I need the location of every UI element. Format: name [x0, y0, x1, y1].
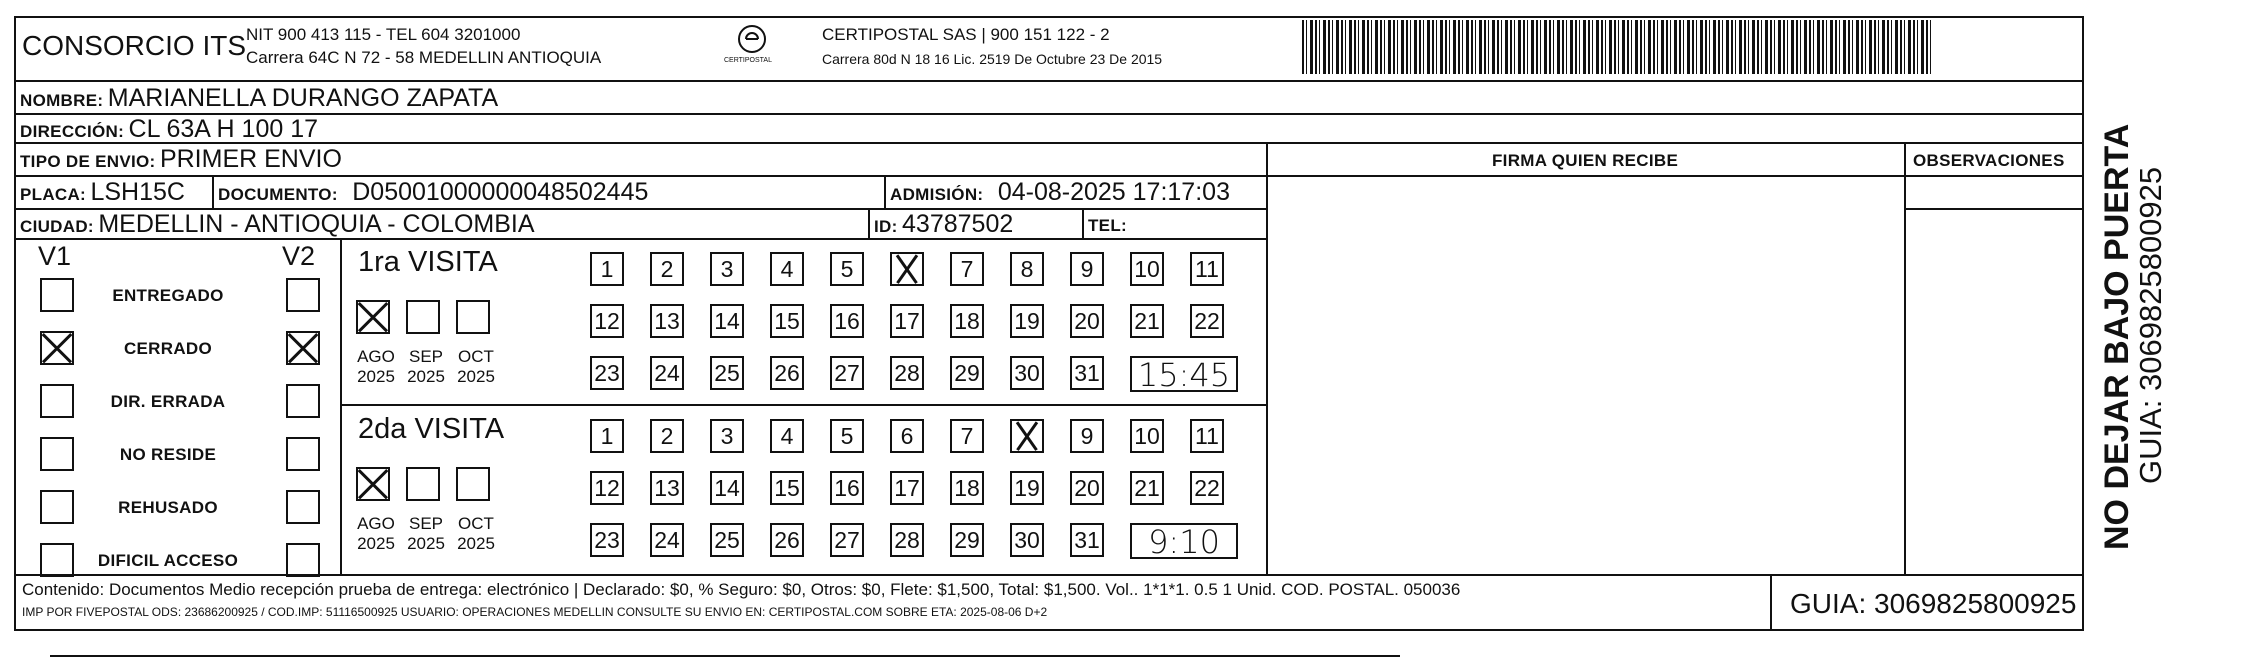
day-box[interactable]: 22 — [1190, 471, 1224, 505]
footer-contenido: Contenido: Documentos Medio recepción prueba de entrega: electrónico | Declarado: $0, % Seguro: $0, Otros: $0, Flete: $1,500, Total: $1,500. Vol.. 1*1*1. 0.5 1 Unid. COD. POSTAL. 050036 — [22, 580, 1461, 599]
col-doc-admision — [884, 175, 886, 208]
year-label: 2025 — [357, 367, 395, 386]
day-box[interactable]: 28 — [890, 356, 924, 390]
day-box[interactable]: 19 — [1010, 304, 1044, 338]
day-box[interactable]: 5 — [830, 419, 864, 453]
company-nit: NIT 900 413 115 - TEL 604 3201000 — [246, 25, 521, 44]
company-name: CONSORCIO ITS — [22, 30, 247, 61]
day-box[interactable]: 17 — [890, 304, 924, 338]
tipo-field — [20, 147, 342, 172]
col-firma-left — [1266, 142, 1268, 576]
footer-imp: IMP POR FIVEPOSTAL ODS: 23686200925 / COD.IMP: 51116500925 USUARIO: OPERACIONES MEDELLIN CONSULTE SU ENVIO EN: CERTIPOSTAL.COM SOBRE ETA: 2025-08-06 D+2 — [22, 605, 1048, 619]
certipostal-license: Carrera 80d N 18 16 Lic. 2519 De Octubre 23 De 2015 — [822, 51, 1163, 67]
month-label: AGO — [357, 514, 395, 533]
day-box[interactable]: 29 — [950, 523, 984, 557]
direccion-field — [20, 117, 318, 142]
admision-value: 04-08-2025 17:17:03 — [997, 178, 1230, 206]
visit-title: 2da VISITA — [358, 413, 505, 445]
status-label: NO RESIDE — [119, 445, 217, 464]
month-checkbox[interactable] — [406, 467, 440, 501]
rule-1 — [14, 113, 2084, 115]
side-guia: GUIA: 3069825800925 — [2133, 166, 2168, 484]
day-box[interactable]: 26 — [770, 356, 804, 390]
day-box[interactable]: 14 — [710, 304, 744, 338]
day-box[interactable]: 26 — [770, 523, 804, 557]
day-box[interactable]: 16 — [830, 471, 864, 505]
documento-field — [218, 180, 648, 205]
visit-title: 1ra VISITA — [358, 246, 498, 278]
day-box[interactable]: 5 — [830, 252, 864, 286]
placa-label: PLACA: — [20, 185, 87, 204]
v1-checkbox[interactable] — [40, 490, 74, 524]
v2-checkbox[interactable] — [286, 490, 320, 524]
day-box[interactable]: 22 — [1190, 304, 1224, 338]
day-box[interactable]: 7 — [950, 419, 984, 453]
day-box[interactable]: 13 — [650, 304, 684, 338]
year-label: 2025 — [357, 534, 395, 553]
v1-checkbox[interactable] — [40, 331, 74, 365]
rule-6 — [1904, 208, 2084, 210]
v2-label: V2 — [282, 241, 316, 271]
day-box[interactable]: 20 — [1070, 304, 1104, 338]
month-label: SEP — [408, 347, 444, 366]
col-side — [2082, 80, 2084, 631]
time-box[interactable]: 9:10 — [1130, 523, 1238, 559]
day-box[interactable]: 4 — [770, 419, 804, 453]
col-id — [868, 208, 870, 238]
id-value: 43787502 — [902, 210, 1014, 238]
rule-3 — [14, 175, 2084, 177]
month-checkbox[interactable] — [456, 300, 490, 334]
day-box[interactable]: 30 — [1010, 356, 1044, 390]
certipostal-logo-icon — [722, 22, 782, 68]
certipostal-info: CERTIPOSTAL SAS | 900 151 122 - 2 — [822, 25, 1110, 44]
id-field — [874, 212, 1013, 237]
month-label: OCT — [458, 514, 494, 533]
v2-checkbox[interactable] — [286, 384, 320, 418]
day-box[interactable]: 15 — [770, 304, 804, 338]
col-guia — [1770, 574, 1772, 631]
col-placa-doc — [212, 175, 214, 208]
rule-5 — [14, 238, 1268, 240]
documento-label: DOCUMENTO: — [218, 185, 338, 204]
day-box[interactable]: 24 — [650, 356, 684, 390]
day-box[interactable]: 31 — [1070, 356, 1104, 390]
v1-checkbox[interactable] — [40, 384, 74, 418]
time-box[interactable]: 15:45 — [1130, 356, 1238, 392]
nombre-field — [20, 86, 498, 111]
status-label: DIFICIL ACCESO — [97, 551, 239, 570]
day-box[interactable]: 1 — [590, 252, 624, 286]
day-box[interactable]: 3 — [710, 419, 744, 453]
day-box[interactable]: 31 — [1070, 523, 1104, 557]
day-box[interactable] — [890, 252, 924, 286]
ciudad-field — [20, 212, 535, 237]
v2-checkbox[interactable] — [286, 543, 320, 577]
ciudad-label: CIUDAD: — [20, 217, 94, 236]
day-box[interactable]: 15 — [770, 471, 804, 505]
rule-visits-mid — [340, 404, 1268, 406]
tipo-value: PRIMER ENVIO — [159, 145, 342, 173]
day-box[interactable]: 17 — [890, 471, 924, 505]
day-box[interactable]: 7 — [950, 252, 984, 286]
day-box[interactable]: 11 — [1190, 419, 1224, 453]
col-obs-left — [1904, 142, 1906, 576]
month-checkbox[interactable] — [356, 300, 390, 334]
day-box[interactable]: 11 — [1190, 252, 1224, 286]
v1-checkbox[interactable] — [40, 278, 74, 312]
day-box[interactable]: 18 — [950, 304, 984, 338]
tipo-label: TIPO DE ENVIO: — [20, 152, 156, 171]
documento-value: D05001000000048502445 — [352, 178, 649, 206]
month-label: OCT — [458, 347, 494, 366]
company-address: Carrera 64C N 72 - 58 MEDELLIN ANTIOQUIA — [246, 48, 602, 67]
year-label: 2025 — [407, 367, 445, 386]
day-box[interactable]: 23 — [590, 356, 624, 390]
day-box[interactable]: 20 — [1070, 471, 1104, 505]
barcode — [1302, 20, 1932, 74]
observaciones-header: OBSERVACIONES — [1913, 151, 2065, 170]
placa-field — [20, 180, 185, 205]
day-box[interactable]: 8 — [1010, 252, 1044, 286]
day-box[interactable]: 29 — [950, 356, 984, 390]
year-label: 2025 — [457, 534, 495, 553]
status-label: CERRADO — [123, 339, 213, 358]
id-label: ID: — [874, 217, 898, 236]
day-box[interactable]: 30 — [1010, 523, 1044, 557]
day-box[interactable] — [1010, 419, 1044, 453]
day-box[interactable]: 1 — [590, 419, 624, 453]
day-box[interactable]: 27 — [830, 523, 864, 557]
nombre-value: MARIANELLA DURANGO ZAPATA — [107, 84, 499, 112]
admision-field — [890, 180, 1230, 205]
day-box[interactable]: 13 — [650, 471, 684, 505]
v1-checkbox[interactable] — [40, 543, 74, 577]
day-box[interactable]: 4 — [770, 252, 804, 286]
day-box[interactable]: 6 — [890, 419, 924, 453]
day-box[interactable]: 12 — [590, 304, 624, 338]
col-tel — [1082, 208, 1084, 238]
bottom-rule — [50, 655, 1400, 657]
v1-label: V1 — [38, 241, 72, 271]
placa-value: LSH15C — [90, 178, 185, 206]
ciudad-value: MEDELLIN - ANTIOQUIA - COLOMBIA — [98, 210, 535, 238]
footer-guia: GUIA: 3069825800925 — [1790, 588, 2077, 619]
month-checkbox[interactable] — [356, 467, 390, 501]
day-box[interactable]: 10 — [1130, 252, 1164, 286]
day-box[interactable]: 19 — [1010, 471, 1044, 505]
day-box[interactable]: 25 — [710, 356, 744, 390]
rule-top — [14, 80, 2084, 82]
month-label: AGO — [357, 347, 395, 366]
day-box[interactable]: 2 — [650, 419, 684, 453]
day-box[interactable]: 21 — [1130, 304, 1164, 338]
month-checkbox[interactable] — [406, 300, 440, 334]
tel-label: TEL: — [1088, 216, 1127, 235]
v2-checkbox[interactable] — [286, 331, 320, 365]
day-box[interactable]: 28 — [890, 523, 924, 557]
day-box[interactable]: 9 — [1070, 252, 1104, 286]
admision-label: ADMISIÓN: — [890, 185, 984, 204]
v2-checkbox[interactable] — [286, 278, 320, 312]
year-label: 2025 — [457, 367, 495, 386]
logo-text: CERTIPOSTAL — [724, 57, 772, 64]
direccion-value: CL 63A H 100 17 — [128, 115, 319, 143]
v2-checkbox[interactable] — [286, 437, 320, 471]
v1-checkbox[interactable] — [40, 437, 74, 471]
year-label: 2025 — [407, 534, 445, 553]
month-checkbox[interactable] — [456, 467, 490, 501]
day-box[interactable]: 10 — [1130, 419, 1164, 453]
status-label: DIR. ERRADA — [110, 392, 226, 411]
day-box[interactable]: 12 — [590, 471, 624, 505]
day-box[interactable]: 2 — [650, 252, 684, 286]
direccion-label: DIRECCIÓN: — [20, 122, 125, 141]
col-visits-left — [340, 238, 342, 576]
rule-footer — [14, 574, 2084, 576]
day-box[interactable]: 21 — [1130, 471, 1164, 505]
month-label: SEP — [408, 514, 444, 533]
status-label: REHUSADO — [118, 498, 218, 517]
day-box[interactable]: 16 — [830, 304, 864, 338]
day-box[interactable]: 24 — [650, 523, 684, 557]
day-box[interactable]: 25 — [710, 523, 744, 557]
side-warning: NO DEJAR BAJO PUERTA — [2098, 123, 2136, 550]
status-label: ENTREGADO — [112, 286, 224, 305]
day-box[interactable]: 14 — [710, 471, 744, 505]
day-box[interactable]: 3 — [710, 252, 744, 286]
day-box[interactable]: 9 — [1070, 419, 1104, 453]
day-box[interactable]: 23 — [590, 523, 624, 557]
nombre-label: NOMBRE: — [20, 91, 104, 110]
day-box[interactable]: 27 — [830, 356, 864, 390]
rule-2 — [14, 142, 2084, 144]
firma-header: FIRMA QUIEN RECIBE — [1492, 151, 1679, 170]
day-box[interactable]: 18 — [950, 471, 984, 505]
